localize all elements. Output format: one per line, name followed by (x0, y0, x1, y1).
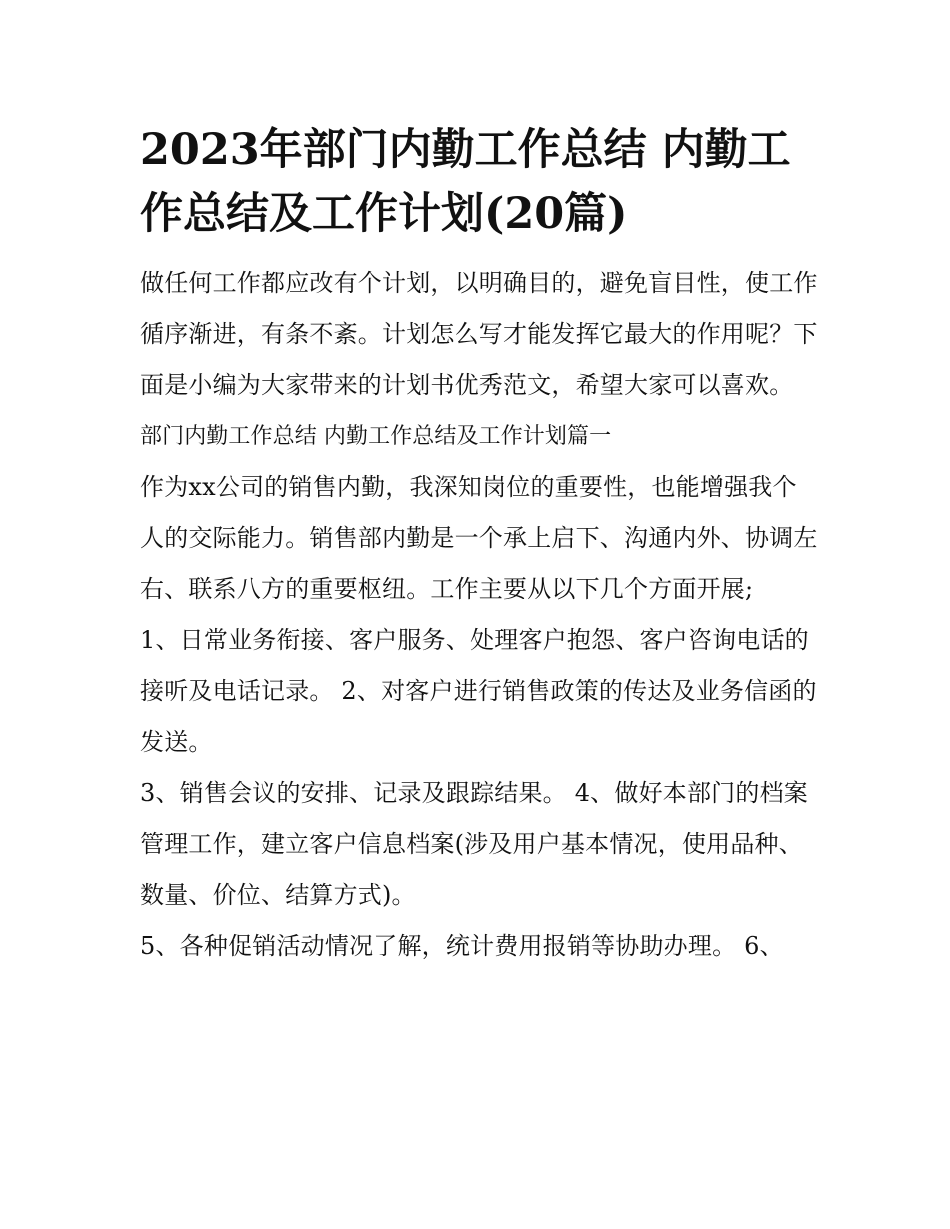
list-item: 3、销售会议的安排、记录及跟踪结果。 4、做好本部门的档案管理工作，建立客户信息档案(涉及用户基本情况，使用品种、数量、价位、结算方式)。 (140, 779, 808, 909)
list-item: 5、各种促销活动情况了解，统计费用报销等协助办理。 6、 (140, 932, 784, 960)
list-item: 1、日常业务衔接、客户服务、处理客户抱怨、客户咨询电话的接听及电话记录。 2、对客户进行销售政策的传达及业务信函的发送。 (140, 626, 817, 756)
intro-paragraph: 做任何工作都应改有个计划，以明确目的，避免盲目性，使工作循序渐进，有条不紊。计划怎么写才能发挥它最大的作用呢？下面是小编为大家带来的计划书优秀范文，希望大家可以喜欢。 (140, 269, 818, 399)
section-heading: 部门内勤工作总结 内勤工作总结及工作计划篇一 (140, 424, 612, 449)
document-title: 2023年部门内勤工作总结 内勤工作总结及工作计划(20篇) (140, 125, 791, 239)
document-body (140, 118, 820, 972)
body-paragraph: 作为xx公司的销售内勤，我深知岗位的重要性，也能增强我个人的交际能力。销售部内勤是一个承上启下、沟通内外、协调左右、联系八方的重要枢纽。工作主要从以下几个方面开展; (140, 473, 818, 603)
